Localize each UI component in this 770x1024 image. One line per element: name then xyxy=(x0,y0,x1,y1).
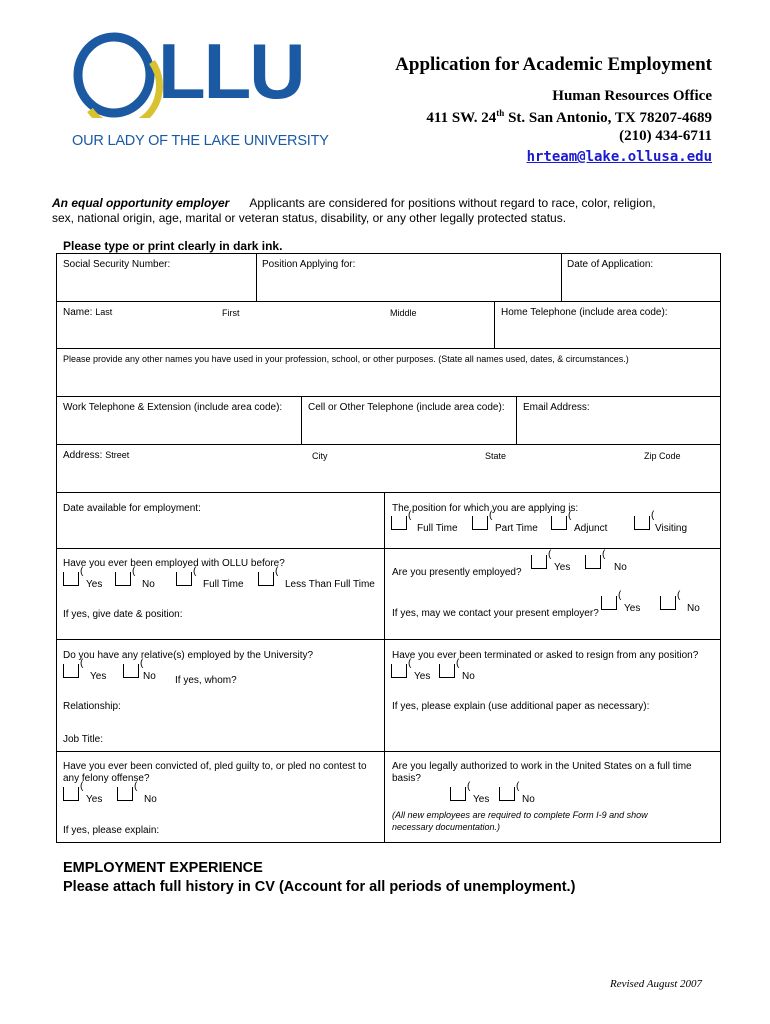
relatives-no-option[interactable] xyxy=(123,664,156,682)
part-time-checkbox[interactable] xyxy=(472,516,488,530)
ollu-full-time-option[interactable] xyxy=(176,572,244,590)
employed-yes-option[interactable] xyxy=(531,555,571,573)
authorized-question-1: Are you legally authorized to work in the United States on a full time xyxy=(392,761,692,772)
state-label: State xyxy=(485,451,507,461)
job-title-field[interactable]: Job Title: xyxy=(63,734,104,745)
relatives-no-label: No xyxy=(143,671,156,682)
terminated-yes-option[interactable] xyxy=(391,664,431,682)
first-name-label: First xyxy=(222,308,240,318)
option-visiting[interactable] xyxy=(634,516,688,534)
i9-note-1: (All new employees are required to complete Form I-9 and show xyxy=(392,810,648,820)
relationship-field[interactable]: Relationship: xyxy=(63,701,121,712)
address-number: 411 SW. 24 xyxy=(426,110,497,126)
option-part-time[interactable] xyxy=(472,516,538,534)
visiting-checkbox[interactable] xyxy=(634,516,650,530)
ollu-no-label: No xyxy=(142,579,155,590)
instruction-text: Please type or print clearly in dark ink. xyxy=(63,239,283,253)
ollu-less-full-time-checkbox[interactable] xyxy=(258,572,274,586)
felony-question-2: any felony offense? xyxy=(63,773,150,784)
ollu-no-checkbox[interactable] xyxy=(115,572,131,586)
terminated-no-option[interactable] xyxy=(439,664,475,682)
name-label: Name: xyxy=(63,307,93,318)
adjunct-checkbox[interactable] xyxy=(551,516,567,530)
application-date-field[interactable]: Date of Application: xyxy=(567,259,654,270)
ollu-yes-option[interactable] xyxy=(63,572,103,590)
presently-employed-row xyxy=(392,567,522,578)
work-telephone-field[interactable]: Work Telephone & Extension (include area code): xyxy=(63,402,283,413)
relatives-no-checkbox[interactable] xyxy=(123,664,139,678)
adjunct-label: Adjunct xyxy=(574,523,608,534)
address-rest: St. San Antonio, TX 78207-4689 xyxy=(504,110,712,126)
employed-no-label: No xyxy=(614,562,627,573)
contact-no-option[interactable] xyxy=(660,596,700,614)
ollu-yes-label: Yes xyxy=(86,579,103,590)
row-availability xyxy=(56,492,721,549)
cell-telephone-field[interactable]: Cell or Other Telephone (include area code): xyxy=(308,402,505,413)
contact-employer-question: If yes, may we contact your present employer? xyxy=(392,608,599,619)
option-adjunct[interactable] xyxy=(551,516,608,534)
street-label: Street xyxy=(105,450,130,460)
authorized-no-checkbox[interactable] xyxy=(499,787,515,801)
last-name-label: Last xyxy=(95,307,113,317)
date-available-field[interactable]: Date available for employment: xyxy=(63,503,201,514)
address-superscript: th xyxy=(496,108,505,118)
office-name: Human Resources Office xyxy=(552,88,712,104)
terminated-no-label: No xyxy=(462,671,475,682)
office-phone: (210) 434-6711 xyxy=(619,128,712,144)
felony-no-label: No xyxy=(144,794,157,805)
give-date-field[interactable]: If yes, give date & position: xyxy=(63,609,183,620)
authorized-yes-option[interactable] xyxy=(450,787,490,805)
other-names-field[interactable]: Please provide any other names you have used in your profession, school, or other purposes. (State all names used, dates, & circumstances.) xyxy=(63,354,629,364)
employed-yes-checkbox[interactable] xyxy=(531,555,547,569)
home-telephone-field[interactable]: Home Telephone (include area code): xyxy=(501,307,668,318)
intro-text-1: Applicants are considered for positions without regard to race, color, religion, xyxy=(249,196,656,210)
position-type-question: The position for which you are applying is: xyxy=(392,503,579,514)
ssn-field[interactable]: Social Security Number: xyxy=(63,259,171,270)
felony-yes-option[interactable] xyxy=(63,787,103,805)
relatives-yes-option[interactable] xyxy=(63,664,107,682)
authorized-yes-label: Yes xyxy=(473,794,490,805)
terminated-yes-checkbox[interactable] xyxy=(391,664,407,678)
authorized-yes-checkbox[interactable] xyxy=(450,787,466,801)
felony-question-1: Have you ever been convicted of, pled guilty to, or pled no contest to xyxy=(63,761,367,772)
felony-no-option[interactable] xyxy=(117,787,157,805)
intro-line-1 xyxy=(52,196,656,210)
logo-letters: LLU xyxy=(158,27,304,115)
full-time-label: Full Time xyxy=(417,523,458,534)
presently-employed-question: Are you presently employed? xyxy=(392,567,522,578)
terminated-no-checkbox[interactable] xyxy=(439,664,455,678)
city-label: City xyxy=(312,451,328,461)
university-logo xyxy=(70,27,342,152)
address-field[interactable] xyxy=(63,450,129,461)
ollu-full-time-checkbox[interactable] xyxy=(176,572,192,586)
part-time-label: Part Time xyxy=(495,523,538,534)
employed-yes-label: Yes xyxy=(554,562,571,573)
full-time-checkbox[interactable] xyxy=(391,516,407,530)
name-field[interactable] xyxy=(63,307,112,318)
employment-heading: EMPLOYMENT EXPERIENCE xyxy=(63,860,263,876)
address-label: Address: xyxy=(63,450,103,461)
row-address xyxy=(56,444,721,493)
ollu-yes-checkbox[interactable] xyxy=(63,572,79,586)
authorized-no-label: No xyxy=(522,794,535,805)
contact-no-label: No xyxy=(687,603,700,614)
email-link[interactable]: hrteam@lake.ollusa.edu xyxy=(526,149,712,165)
felony-explain-field[interactable]: If yes, please explain: xyxy=(63,825,160,836)
ollu-full-time-label: Full Time xyxy=(203,579,244,590)
felony-no-checkbox[interactable] xyxy=(117,787,133,801)
contact-no-checkbox[interactable] xyxy=(660,596,676,610)
employed-no-option[interactable] xyxy=(585,555,627,573)
contact-yes-checkbox[interactable] xyxy=(601,596,617,610)
middle-name-label: Middle xyxy=(390,308,417,318)
contact-yes-label: Yes xyxy=(624,603,641,614)
felony-yes-label: Yes xyxy=(86,794,103,805)
intro-line-2: sex, national origin, age, marital or veteran status, disability, or any other legally protected status. xyxy=(52,211,567,225)
relatives-yes-label: Yes xyxy=(90,671,107,682)
zip-label: Zip Code xyxy=(644,451,681,461)
terminated-yes-label: Yes xyxy=(414,671,431,682)
i9-note-2: necessary documentation.) xyxy=(392,822,501,832)
email-address-field[interactable]: Email Address: xyxy=(523,402,590,413)
eoe-statement: An equal opportunity employer xyxy=(52,196,230,210)
page-title: Application for Academic Employment xyxy=(395,54,712,75)
office-address xyxy=(426,108,712,127)
ollu-less-full-time-label: Less Than Full Time xyxy=(285,579,375,590)
ollu-no-option[interactable] xyxy=(115,572,155,590)
ollu-less-full-time-option[interactable] xyxy=(258,572,375,590)
employed-ollu-question: Have you ever been employed with OLLU before? xyxy=(63,558,285,569)
logo-university-name: OUR LADY OF THE LAKE UNIVERSITY xyxy=(72,133,329,149)
terminated-explain-field[interactable]: If yes, please explain (use additional paper as necessary): xyxy=(392,701,650,712)
employed-no-checkbox[interactable] xyxy=(585,555,601,569)
option-full-time[interactable] xyxy=(391,516,458,534)
authorized-question-2: basis? xyxy=(392,773,421,784)
terminated-question: Have you ever been terminated or asked to resign from any position? xyxy=(392,650,699,661)
contact-yes-option[interactable] xyxy=(601,596,641,614)
authorized-no-option[interactable] xyxy=(499,787,535,805)
relatives-question: Do you have any relative(s) employed by the University? xyxy=(63,650,314,661)
relatives-yes-checkbox[interactable] xyxy=(63,664,79,678)
position-field[interactable]: Position Applying for: xyxy=(262,259,356,270)
revision-date: Revised August 2007 xyxy=(610,978,703,990)
visiting-label: Visiting xyxy=(655,523,688,534)
felony-yes-checkbox[interactable] xyxy=(63,787,79,801)
employment-subheading: Please attach full history in CV (Account for all periods of unemployment.) xyxy=(63,879,576,895)
relatives-whom-field[interactable]: If yes, whom? xyxy=(175,675,237,686)
